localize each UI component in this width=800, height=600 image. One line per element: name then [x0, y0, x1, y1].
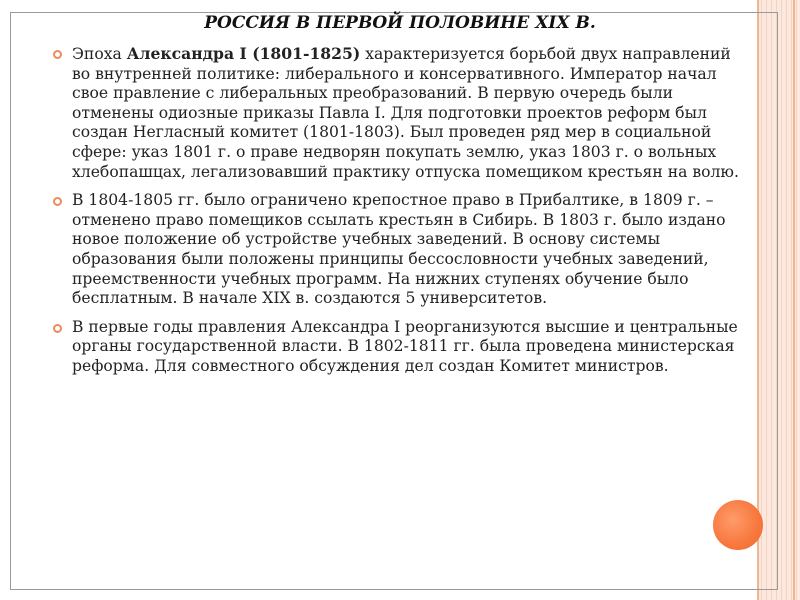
- bullet-icon: [53, 50, 62, 59]
- bullet-text-prefix: Эпоха: [72, 45, 127, 63]
- bullet-item: [50, 191, 750, 309]
- bullet-item: [50, 44, 750, 182]
- bullet-text: В первые годы правления Александра I реорганизуются высшие и центральные органы государственной власти. В 1802-1811 гг. была проведена министерская реформа. Для совместного обсуждения дел создан Комитет министров.: [72, 317, 738, 375]
- decorative-orange-circle: [713, 500, 763, 550]
- side-decoration-line-right: [793, 0, 795, 600]
- slide-title: РОССИЯ В ПЕРВОЙ ПОЛОВИНЕ XIX В.: [204, 13, 596, 33]
- bullet-list: [50, 44, 750, 386]
- bullet-text: В 1804-1805 гг. было ограничено крепостное право в Прибалтике, в 1809 г. – отменено право помещиков ссылать крестьян в Сибирь. В 1803 г. было издано новое положение об устройстве учебных заведений. В основу системы образования были положены принципы бессословности учебных заведений, преемственности учебных программ. На нижних ступенях обучение было бесплатным. В начале XIX в. создаются 5 университетов.: [72, 191, 726, 308]
- bullet-icon: [53, 197, 62, 206]
- bullet-item: [50, 318, 750, 377]
- bullet-text-highlight: Александра I (1801-1825): [126, 44, 361, 63]
- bullet-icon: [53, 324, 62, 333]
- bullet-text: характеризуется борьбой двух направлений во внутренней политике: либерального и консервативного. Император начал свое правление с либеральных преобразований. В первую очередь были отменены одиозные приказы Павла I. Для подготовки проектов реформ был создан Негласный комитет (1801-1803). Был проведен ряд мер в социальной сфере: указ 1801 г. о праве недворян покупать землю, указ 1803 г. о вольных хлебопашцах, легализовавший практику отпуска помещиком крестьян на волю.: [72, 45, 739, 181]
